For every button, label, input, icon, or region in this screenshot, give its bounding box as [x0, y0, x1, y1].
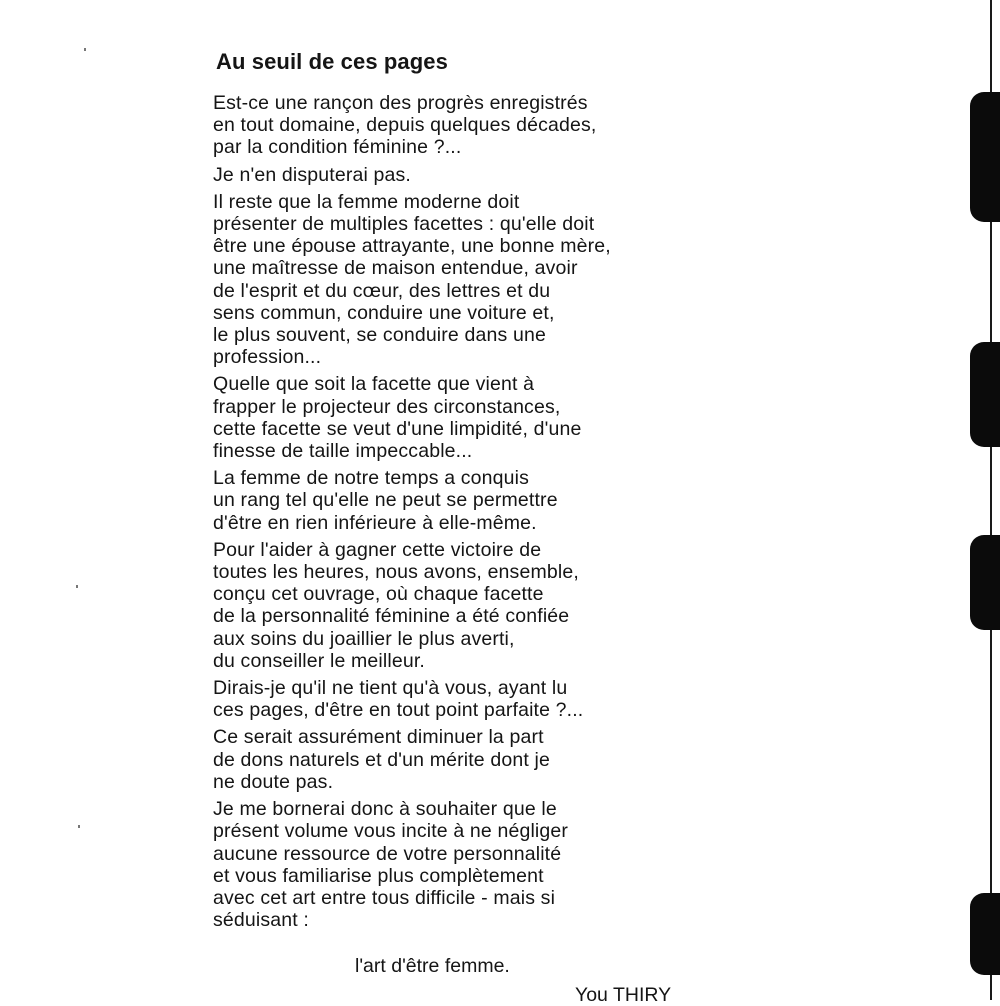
text-line: Quelle que soit la facette que vient à: [213, 373, 535, 396]
paragraph-2: [213, 164, 713, 186]
text-line: un rang tel qu'elle ne peut se permettre: [213, 489, 558, 512]
closing-line: l'art d'être femme.: [355, 955, 510, 977]
paragraph-9: [213, 798, 713, 931]
paragraph-6: [213, 539, 713, 672]
text-line: par la condition féminine ?...: [213, 136, 462, 159]
text-line: Pour l'aider à gagner cette victoire de: [213, 538, 542, 561]
text-line: Je n'en disputerai pas.: [213, 163, 411, 186]
text-line: et vous familiarise plus complètement: [213, 864, 544, 887]
paragraph-8: [213, 726, 713, 793]
text-line: avec cet art entre tous difficile - mais si: [213, 886, 556, 909]
text-line: finesse de taille impeccable...: [213, 440, 473, 463]
paragraph-3: [213, 191, 713, 369]
text-line: présent volume vous incite à ne négliger: [213, 820, 569, 843]
text-line: de l'esprit et du cœur, des lettres et du: [213, 279, 551, 302]
paragraph-5: [213, 467, 713, 534]
index-tab: [970, 342, 1000, 447]
text-line: Il reste que la femme moderne doit: [213, 190, 520, 213]
index-tab: [970, 92, 1000, 222]
text-line: le plus souvent, se conduire dans une: [213, 324, 546, 347]
text-line: du conseiller le meilleur.: [213, 649, 426, 672]
scan-speck: [84, 48, 86, 51]
text-line: ne doute pas.: [213, 770, 334, 793]
text-line: sens commun, conduire une voiture et,: [213, 301, 555, 324]
text-line: aux soins du joaillier le plus averti,: [213, 627, 515, 650]
text-line: frapper le projecteur des circonstances,: [213, 395, 561, 418]
text-line: de dons naturels et d'un mérite dont je: [213, 748, 550, 771]
text-line: toutes les heures, nous avons, ensemble,: [213, 561, 579, 584]
text-line: être une épouse attrayante, une bonne mère,: [213, 235, 611, 258]
text-line: cette facette se veut d'une limpidité, d'une: [213, 417, 582, 440]
index-tab: [970, 893, 1000, 975]
paragraph-4: [213, 373, 713, 462]
text-line: Ce serait assurément diminuer la part: [213, 726, 544, 749]
text-line: présenter de multiples facettes : qu'elle doit: [213, 213, 595, 236]
author-signature: You THIRY: [575, 984, 672, 1006]
text-line: La femme de notre temps a conquis: [213, 467, 530, 490]
text-line: une maîtresse de maison entendue, avoir: [213, 257, 578, 280]
text-line: Est-ce une rançon des progrès enregistrés: [213, 92, 588, 114]
text-line: en tout domaine, depuis quelques décades,: [213, 114, 597, 137]
text-line: ces pages, d'être en tout point parfaite ?...: [213, 699, 584, 722]
scan-speck: [78, 825, 80, 828]
text-line: de la personnalité féminine a été confiée: [213, 605, 570, 628]
text-line: conçu cet ouvrage, où chaque facette: [213, 583, 544, 606]
text-line: séduisant :: [213, 909, 309, 932]
text-line: Je me bornerai donc à souhaiter que le: [213, 798, 557, 821]
body-text: [213, 92, 713, 936]
paragraph-1: [213, 92, 713, 159]
index-tab: [970, 535, 1000, 630]
text-line: d'être en rien inférieure à elle-même.: [213, 511, 537, 534]
page-title: Au seuil de ces pages: [216, 49, 448, 74]
paragraph-7: [213, 677, 713, 721]
text-line: aucune ressource de votre personnalité: [213, 842, 562, 865]
text-line: profession...: [213, 346, 322, 369]
scan-speck: [76, 585, 78, 588]
text-line: Dirais-je qu'il ne tient qu'à vous, ayant lu: [213, 677, 568, 700]
